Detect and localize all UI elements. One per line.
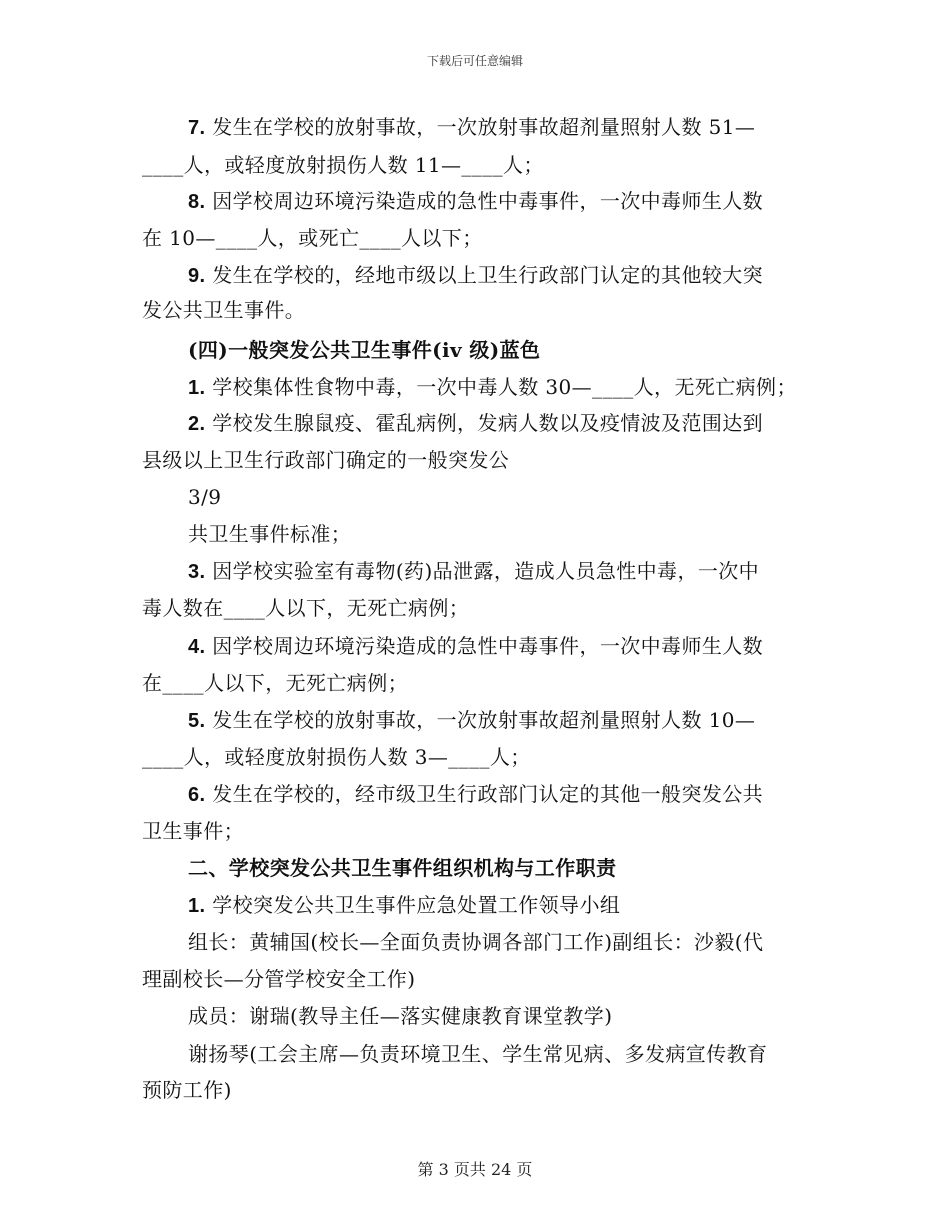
line-text: 3/9 bbox=[188, 485, 222, 509]
paragraph-line bbox=[188, 710, 755, 731]
paragraph-line bbox=[142, 228, 483, 248]
paragraph-line bbox=[188, 561, 759, 582]
paragraph-line bbox=[142, 969, 415, 989]
paragraph-line bbox=[142, 1080, 232, 1100]
paragraph-line bbox=[188, 636, 763, 657]
section-heading bbox=[188, 340, 540, 360]
item-number: 7. bbox=[188, 117, 206, 139]
line-text: 组长：黄辅国(校长—全面负责协调各部门工作)副组长：沙毅(代 bbox=[188, 930, 764, 954]
paragraph-line bbox=[142, 673, 408, 693]
line-text: 谢扬琴(工会主席—负责环境卫生、学生常见病、多发病宣传教育 bbox=[188, 1042, 768, 1066]
line-text: 县级以上卫生行政部门确定的一般突发公 bbox=[142, 448, 510, 472]
paragraph-line bbox=[142, 450, 509, 470]
paragraph-line bbox=[188, 191, 763, 212]
item-number: 2. bbox=[188, 413, 206, 435]
line-text: 发生在学校的，经市级卫生行政部门认定的其他一般突发公共 bbox=[205, 782, 764, 806]
line-text: 在 10—____人，或死亡____人以下； bbox=[142, 226, 483, 250]
item-number: 4. bbox=[188, 636, 206, 658]
page-header-note: 下载后可任意编辑 bbox=[426, 54, 523, 68]
heading-text: (四)一般突发公共卫生事件(iv 级)蓝色 bbox=[188, 338, 541, 362]
paragraph-line bbox=[142, 300, 305, 320]
page-footer-number: 第 3 页共 24 页 bbox=[417, 1160, 533, 1179]
line-text: 在____人以下，无死亡病例； bbox=[142, 671, 408, 695]
item-number: 8. bbox=[188, 191, 206, 213]
paragraph-line bbox=[188, 377, 797, 398]
item-number: 1. bbox=[188, 377, 206, 399]
line-text: ____人，或轻度放射损伤人数 3—____人； bbox=[142, 745, 531, 769]
item-number: 5. bbox=[188, 710, 206, 732]
line-text: 发生在学校的，经地市级以上卫生行政部门认定的其他较大突 bbox=[205, 263, 764, 287]
line-text: 因学校实验室有毒物(药)品泄露，造成人员急性中毒，一次中 bbox=[205, 559, 760, 583]
paragraph-line bbox=[188, 524, 351, 544]
heading-text: 二、学校突发公共卫生事件组织机构与工作职责 bbox=[188, 856, 617, 880]
line-text: 学校集体性食物中毒，一次中毒人数 30—____人，无死亡病例； bbox=[205, 375, 797, 399]
line-text: 学校突发公共卫生事件应急处置工作领导小组 bbox=[205, 893, 621, 917]
paragraph-line bbox=[188, 117, 755, 138]
line-text: 发生在学校的放射事故，一次放射事故超剂量照射人数 51— bbox=[205, 115, 756, 139]
line-text: 预防工作) bbox=[142, 1078, 232, 1102]
item-number: 1. bbox=[188, 895, 206, 917]
item-number: 6. bbox=[188, 784, 206, 806]
paragraph-line bbox=[142, 747, 531, 767]
paragraph-line bbox=[188, 932, 763, 952]
paragraph-line bbox=[188, 1044, 767, 1064]
line-text: 学校发生腺鼠疫、霍乱病例，发病人数以及疫情波及范围达到 bbox=[205, 411, 764, 435]
paragraph-line bbox=[142, 821, 244, 841]
line-text: 因学校周边环境污染造成的急性中毒事件，一次中毒师生人数 bbox=[205, 189, 764, 213]
paragraph-line bbox=[142, 155, 544, 175]
paragraph-line bbox=[188, 784, 763, 805]
item-number: 3. bbox=[188, 561, 206, 583]
inline-page-marker bbox=[188, 487, 221, 507]
line-text: 理副校长—分管学校安全工作) bbox=[142, 967, 416, 991]
paragraph-line bbox=[142, 598, 469, 618]
paragraph-line bbox=[188, 265, 763, 286]
line-text: 共卫生事件标准； bbox=[188, 522, 352, 546]
item-number: 9. bbox=[188, 265, 206, 287]
paragraph-line bbox=[188, 895, 620, 916]
line-text: 发公共卫生事件。 bbox=[142, 298, 306, 322]
line-text: 发生在学校的放射事故，一次放射事故超剂量照射人数 10— bbox=[205, 708, 756, 732]
line-text: 成员：谢瑞(教导主任—落实健康教育课堂教学) bbox=[188, 1004, 613, 1028]
paragraph-line bbox=[188, 413, 763, 434]
line-text: 毒人数在____人以下，无死亡病例； bbox=[142, 596, 470, 620]
line-text: 因学校周边环境污染造成的急性中毒事件，一次中毒师生人数 bbox=[205, 634, 764, 658]
section-heading bbox=[188, 858, 616, 878]
paragraph-line bbox=[188, 1006, 612, 1026]
line-text: ____人，或轻度放射损伤人数 11—____人； bbox=[142, 153, 544, 177]
line-text: 卫生事件； bbox=[142, 819, 244, 843]
